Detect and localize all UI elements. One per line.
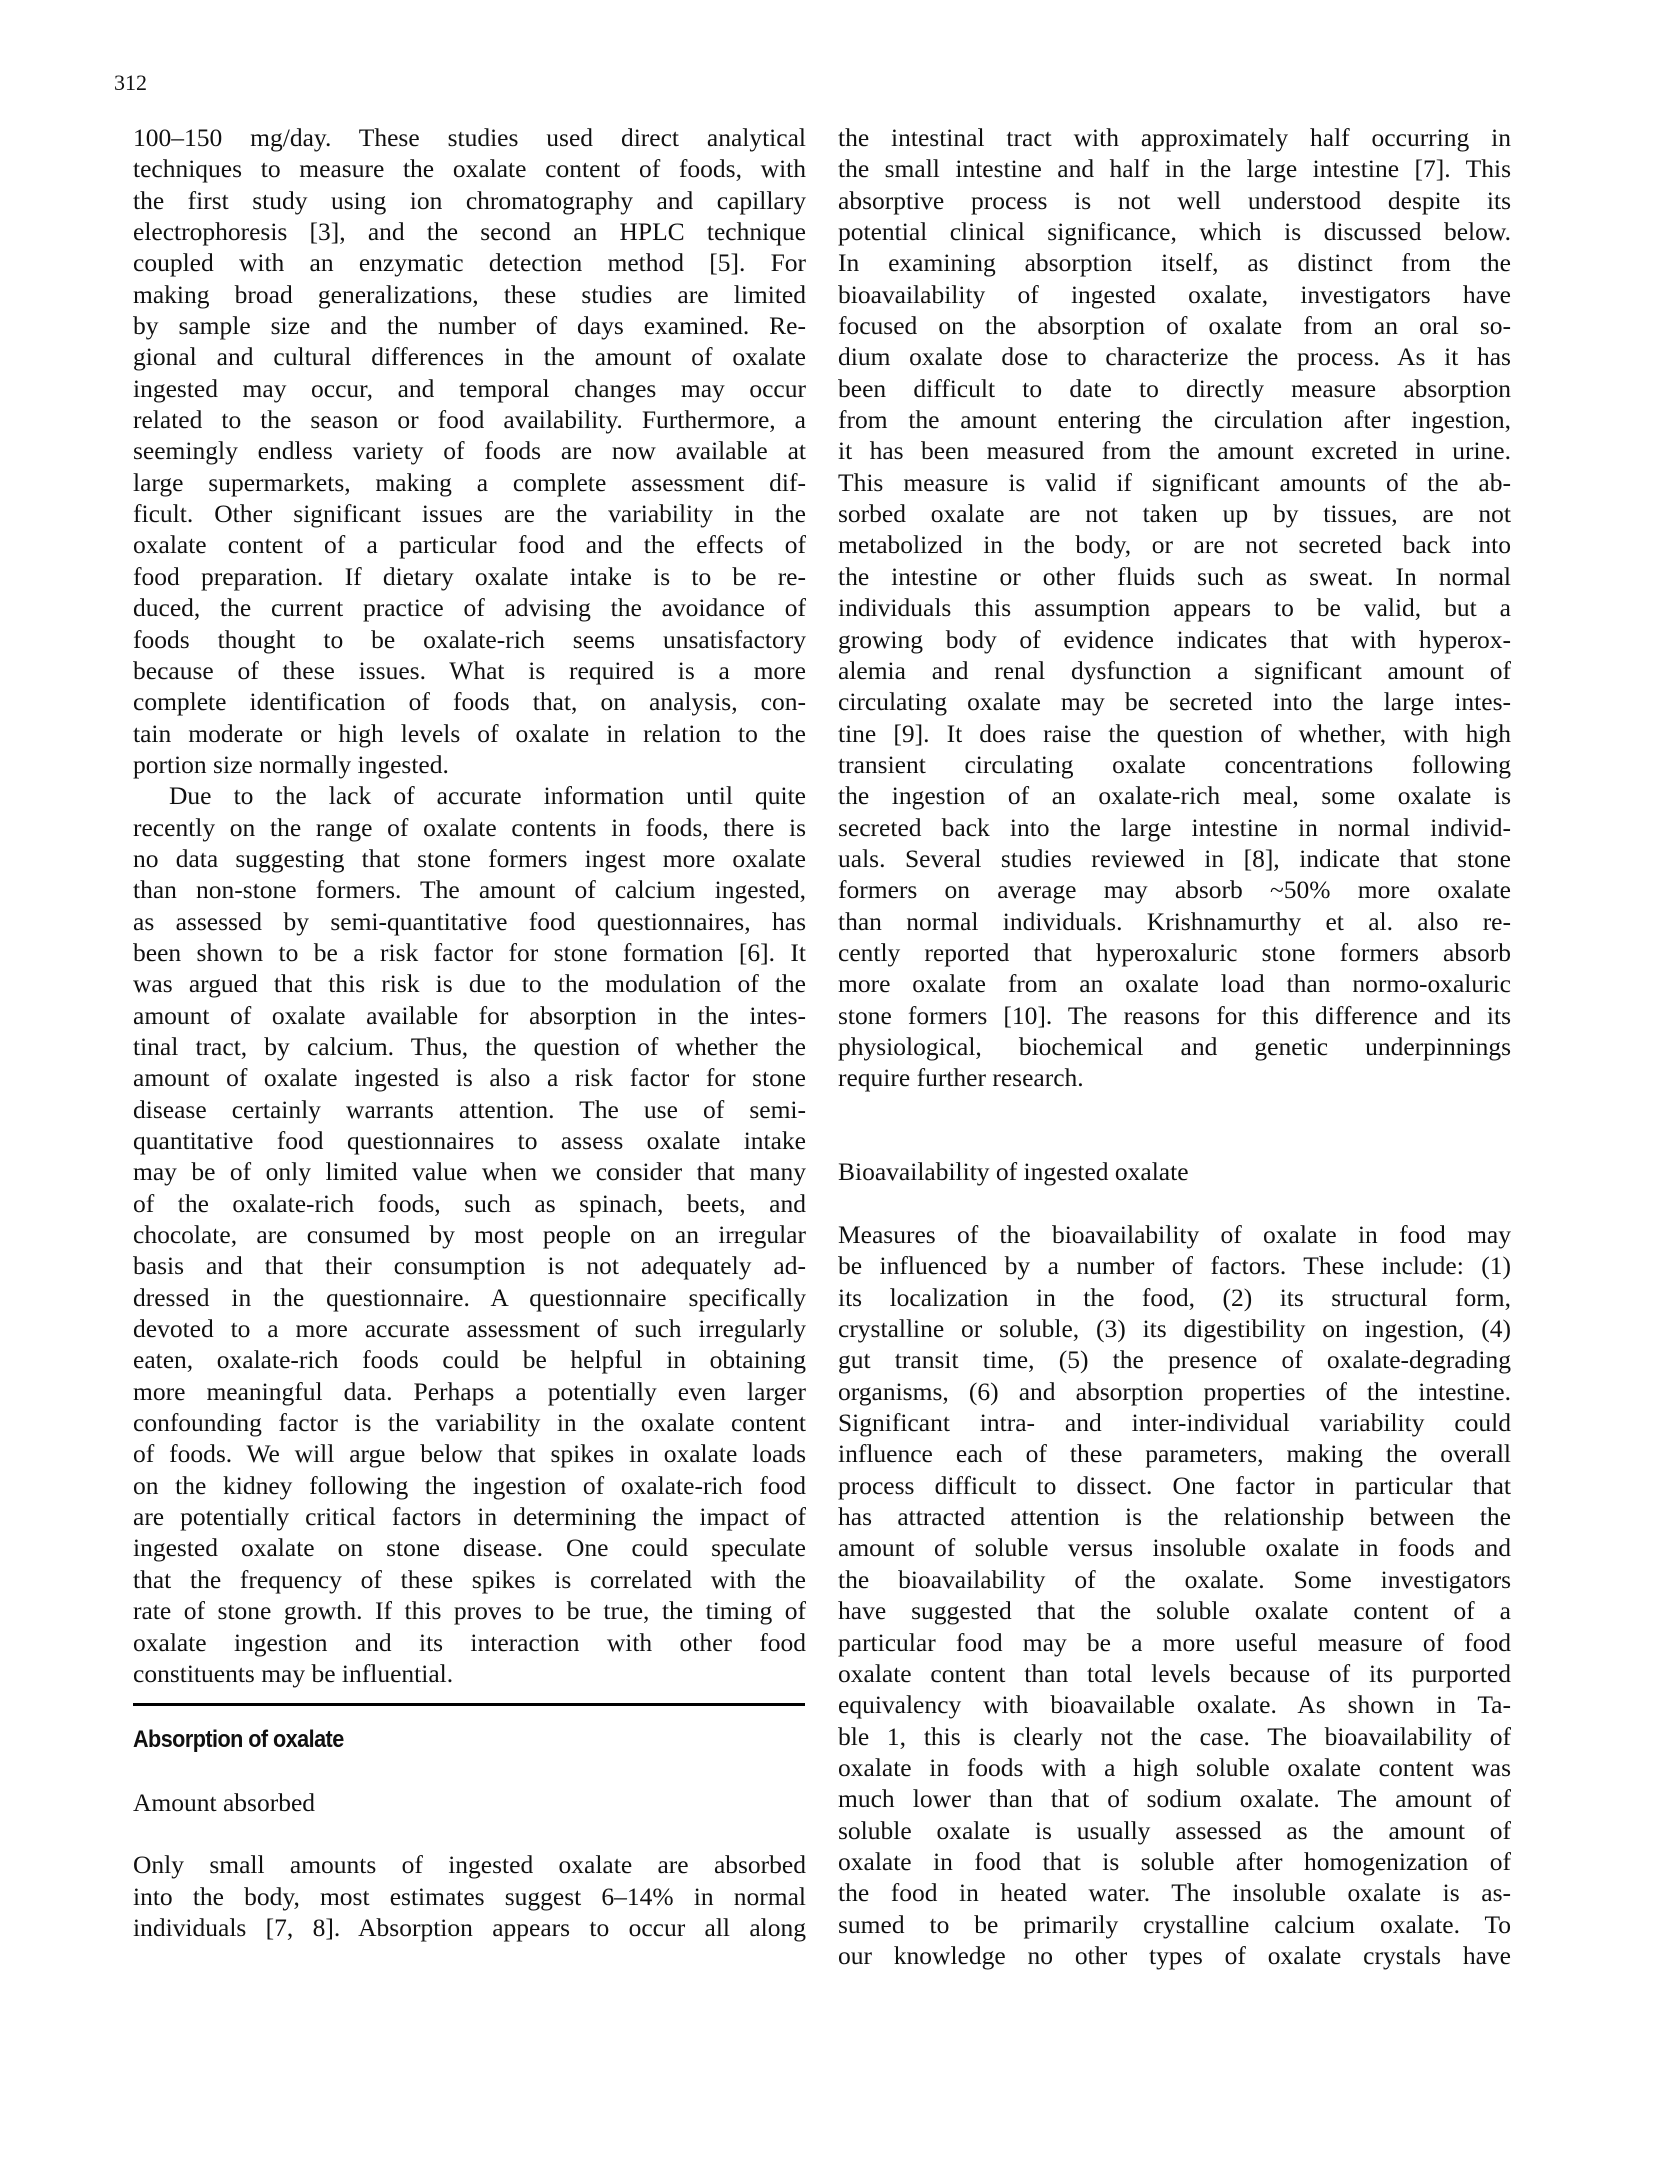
text-line: physiological, biochemical and genetic underpinnings xyxy=(838,1031,1511,1061)
subsection-heading: Amount absorbed xyxy=(133,1787,316,1817)
spacer xyxy=(133,1818,806,1849)
text-line: are potentially critical factors in determining the impact of xyxy=(133,1502,806,1532)
text-line: coupled with an enzymatic detection method [5]. For xyxy=(133,248,806,278)
paragraph xyxy=(133,780,806,1689)
text-line: from the amount entering the circulation after ingestion, xyxy=(838,405,1511,435)
text-line: gut transit time, (5) the presence of oxalate-degrading xyxy=(838,1345,1511,1375)
text-line: into the body, most estimates suggest 6–14% in normal xyxy=(133,1881,806,1911)
text-line: was argued that this risk is due to the modulation of the xyxy=(133,969,806,999)
paragraph xyxy=(838,122,1511,1094)
text-line: the food in heated water. The insoluble oxalate is as- xyxy=(838,1878,1511,1908)
text-line: eaten, oxalate-rich foods could be helpful in obtaining xyxy=(133,1345,806,1375)
text-line: require further research. xyxy=(838,1063,1084,1093)
text-line: have suggested that the soluble oxalate content of a xyxy=(838,1596,1511,1626)
text-line: food preparation. If dietary oxalate intake is to be re- xyxy=(133,561,806,591)
text-line: Only small amounts of ingested oxalate are absorbed xyxy=(133,1850,806,1880)
text-line: devoted to a more accurate assessment of such irregularly xyxy=(133,1314,806,1344)
text-line: alemia and renal dysfunction a significant amount of xyxy=(838,655,1511,685)
text-line: 100–150 mg/day. These studies used direct analytical xyxy=(133,123,806,152)
text-line: tinal tract, by calcium. Thus, the question of whether the xyxy=(133,1031,806,1061)
text-line: the intestinal tract with approximately half occurring in xyxy=(838,123,1511,152)
text-line: tine [9]. It does raise the question of whether, with high xyxy=(838,718,1511,748)
spacer xyxy=(838,1125,1511,1156)
section-divider xyxy=(133,1703,805,1706)
text-line: absorptive process is not well understood despite its xyxy=(838,185,1511,215)
text-line: of the oxalate-rich foods, such as spinach, beets, and xyxy=(133,1188,806,1218)
text-line: tain moderate or high levels of oxalate in relation to the xyxy=(133,718,806,748)
text-line: confounding factor is the variability in the oxalate content xyxy=(133,1408,806,1438)
text-line: equivalency with bioavailable oxalate. As shown in Ta- xyxy=(838,1690,1511,1720)
text-line: growing body of evidence indicates that with hyperox- xyxy=(838,624,1511,654)
text-line: seemingly endless variety of foods are now available at xyxy=(133,436,806,466)
text-line: oxalate content of a particular food and the effects of xyxy=(133,530,806,560)
text-line: influence each of these parameters, making the overall xyxy=(838,1439,1511,1469)
text-line: circulating oxalate may be secreted into the large intes- xyxy=(838,687,1511,717)
text-line: dium oxalate dose to characterize the process. As it has xyxy=(838,342,1511,372)
text-line: foods thought to be oxalate-rich seems unsatisfactory xyxy=(133,624,806,654)
text-line: that the frequency of these spikes is correlated with the xyxy=(133,1564,806,1594)
text-line: gional and cultural differences in the amount of oxalate xyxy=(133,342,806,372)
paragraph xyxy=(133,122,806,780)
text-line: quantitative food questionnaires to assess oxalate intake xyxy=(133,1126,806,1155)
text-line: individuals this assumption appears to be valid, but a xyxy=(838,593,1511,623)
text-line: has attracted attention is the relationship between the xyxy=(838,1502,1511,1532)
text-line: the small intestine and half in the large intestine [7]. This xyxy=(838,154,1511,184)
text-line: oxalate in foods with a high soluble oxalate content was xyxy=(838,1752,1511,1782)
text-line: than non-stone formers. The amount of calcium ingested, xyxy=(133,875,806,905)
text-line: individuals [7, 8]. Absorption appears to occur all along xyxy=(133,1912,806,1942)
text-line: our knowledge no other types of oxalate crystals have xyxy=(838,1940,1511,1970)
text-line: cently reported that hyperoxaluric stone formers absorb xyxy=(838,937,1511,967)
text-line: disease certainly warrants attention. The use of semi- xyxy=(133,1094,806,1124)
section-heading: Absorption of oxalate xyxy=(133,1726,344,1754)
right-column xyxy=(838,122,1511,1971)
text-line: chocolate, are consumed by most people on an irregular xyxy=(133,1220,806,1250)
text-line: process difficult to dissect. One factor in particular that xyxy=(838,1470,1511,1500)
left-column xyxy=(133,122,806,1943)
text-line: soluble oxalate is usually assessed as the amount of xyxy=(838,1815,1511,1845)
text-line: more oxalate from an oxalate load than normo-oxaluric xyxy=(838,969,1511,999)
subsection-heading: Bioavailability of ingested oxalate xyxy=(838,1157,1189,1187)
text-line: rate of stone growth. If this proves to be true, the timing of xyxy=(133,1596,806,1626)
text-line: particular food may be a more useful measure of food xyxy=(838,1627,1511,1657)
text-line: electrophoresis [3], and the second an HPLC technique xyxy=(133,217,806,247)
text-line: related to the season or food availability. Furthermore, a xyxy=(133,405,806,435)
text-line: This measure is valid if significant amounts of the ab- xyxy=(838,467,1511,497)
text-line: the bioavailability of the oxalate. Some investigators xyxy=(838,1564,1511,1594)
text-line: the first study using ion chromatography and capillary xyxy=(133,185,806,215)
text-line: portion size normally ingested. xyxy=(133,749,449,779)
text-line: basis and that their consumption is not adequately ad- xyxy=(133,1251,806,1281)
text-line: no data suggesting that stone formers ingest more oxalate xyxy=(133,843,806,873)
text-line: by sample size and the number of days examined. Re- xyxy=(133,311,806,341)
text-line: ingested oxalate on stone disease. One could speculate xyxy=(133,1533,806,1563)
text-line: large supermarkets, making a complete assessment dif- xyxy=(133,467,806,497)
text-line: the ingestion of an oxalate-rich meal, some oxalate is xyxy=(838,781,1511,811)
text-line: Significant intra- and inter-individual variability could xyxy=(838,1408,1511,1438)
text-line: focused on the absorption of oxalate from an oral so- xyxy=(838,311,1511,341)
text-line: secreted back into the large intestine in normal individ- xyxy=(838,812,1511,842)
text-line: potential clinical significance, which is discussed below. xyxy=(838,217,1511,247)
paragraph xyxy=(133,1849,806,1943)
text-line: Measures of the bioavailability of oxalate in food may xyxy=(838,1220,1511,1250)
text-line: sorbed oxalate are not taken up by tissues, are not xyxy=(838,499,1511,529)
text-line: duced, the current practice of advising the avoidance of xyxy=(133,593,806,623)
text-line: amount of soluble versus insoluble oxalate in foods and xyxy=(838,1533,1511,1563)
text-line: amount of oxalate ingested is also a risk factor for stone xyxy=(133,1063,806,1093)
text-line: oxalate ingestion and its interaction with other food xyxy=(133,1627,806,1657)
text-line: amount of oxalate available for absorption in the intes- xyxy=(133,1000,806,1030)
text-line: of foods. We will argue below that spikes in oxalate loads xyxy=(133,1439,806,1469)
text-line: making broad generalizations, these studies are limited xyxy=(133,279,806,309)
text-line: it has been measured from the amount excreted in urine. xyxy=(838,436,1511,466)
text-line: may be of only limited value when we consider that many xyxy=(133,1157,806,1187)
text-line: because of these issues. What is required is a more xyxy=(133,655,806,685)
text-line: uals. Several studies reviewed in [8], indicate that stone xyxy=(838,843,1511,873)
text-line: crystalline or soluble, (3) its digestibility on ingestion, (4) xyxy=(838,1314,1511,1344)
text-line: formers on average may absorb ~50% more oxalate xyxy=(838,875,1511,905)
text-line: its localization in the food, (2) its structural form, xyxy=(838,1282,1511,1312)
spacer xyxy=(838,1094,1511,1125)
text-line: much lower than that of sodium oxalate. The amount of xyxy=(838,1784,1511,1814)
text-line: organisms, (6) and absorption properties of the intestine. xyxy=(838,1376,1511,1406)
spacer xyxy=(838,1188,1511,1219)
text-line: as assessed by semi-quantitative food questionnaires, has xyxy=(133,906,806,936)
spacer xyxy=(133,1755,806,1786)
text-line: complete identification of foods that, on analysis, con- xyxy=(133,687,806,717)
text-line: on the kidney following the ingestion of oxalate-rich food xyxy=(133,1470,806,1500)
text-line: In examining absorption itself, as distinct from the xyxy=(838,248,1511,278)
text-line: constituents may be influential. xyxy=(133,1658,454,1688)
text-line: ingested may occur, and temporal changes may occur xyxy=(133,373,806,403)
text-line: dressed in the questionnaire. A questionnaire specifically xyxy=(133,1282,806,1312)
text-line: metabolized in the body, or are not secreted back into xyxy=(838,530,1511,560)
text-line: Due to the lack of accurate information until quite xyxy=(169,781,806,811)
text-line: been shown to be a risk factor for stone formation [6]. It xyxy=(133,937,806,967)
page-number: 312 xyxy=(114,70,147,95)
text-line: been difficult to date to directly measure absorption xyxy=(838,373,1511,403)
text-line: techniques to measure the oxalate content of foods, with xyxy=(133,154,806,184)
text-line: more meaningful data. Perhaps a potentially even larger xyxy=(133,1376,806,1406)
text-line: recently on the range of oxalate contents in foods, there is xyxy=(133,812,806,842)
text-line: transient circulating oxalate concentrations following xyxy=(838,749,1511,779)
text-line: the intestine or other fluids such as sweat. In normal xyxy=(838,561,1511,591)
text-line: sumed to be primarily crystalline calcium oxalate. To xyxy=(838,1909,1511,1939)
paragraph xyxy=(838,1219,1511,1971)
text-line: bioavailability of ingested oxalate, investigators have xyxy=(838,279,1511,309)
text-line: oxalate content than total levels because of its purported xyxy=(838,1658,1511,1688)
text-line: ficult. Other significant issues are the variability in the xyxy=(133,499,806,529)
text-line: oxalate in food that is soluble after homogenization of xyxy=(838,1846,1511,1876)
text-line: be influenced by a number of factors. These include: (1) xyxy=(838,1251,1511,1281)
text-line: ble 1, this is clearly not the case. The bioavailability of xyxy=(838,1721,1511,1751)
text-line: than normal individuals. Krishnamurthy et al. also re- xyxy=(838,906,1511,936)
text-line: stone formers [10]. The reasons for this difference and its xyxy=(838,1000,1511,1030)
